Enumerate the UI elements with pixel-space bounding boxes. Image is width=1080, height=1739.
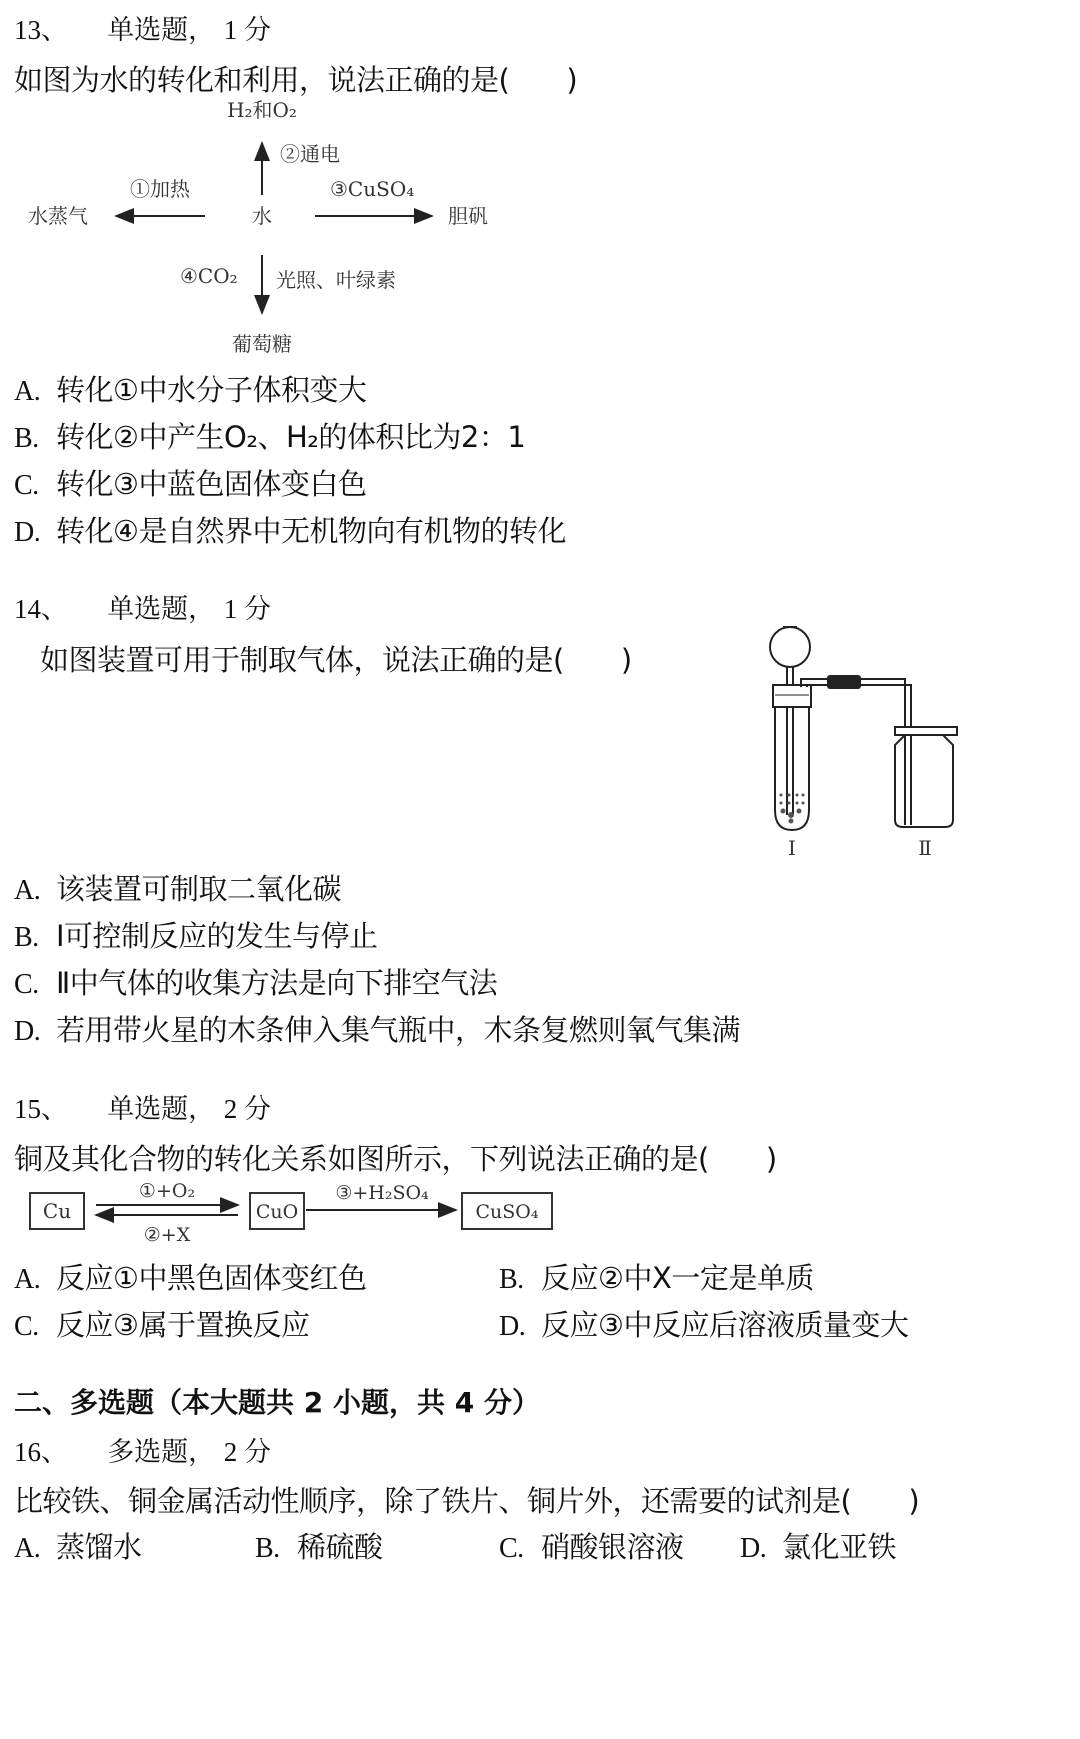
q13-option-a[interactable]: A. 转化①中水分子体积变大 — [14, 373, 367, 407]
q13-left-label: 水蒸气 — [28, 204, 88, 228]
q15-type: 单选题， — [107, 1094, 216, 1125]
q16-number: 16、 — [14, 1437, 68, 1467]
label-r2: ②+X — [143, 1224, 191, 1246]
q14-apparatus — [745, 615, 970, 870]
q13-option-d[interactable]: D. 转化④是自然界中无机物向有机物的转化 — [14, 514, 566, 548]
label-r1: ①+O₂ — [138, 1180, 196, 1202]
q16-stem: 比较铁、铜金属活动性顺序，除了铁片、铜片外，还需要的试剂是( ) — [14, 1484, 920, 1518]
q15-number: 15、 — [14, 1094, 68, 1124]
q15-option-d[interactable]: D. 反应③中反应后溶液质量变大 — [499, 1308, 909, 1342]
q16-type: 多选题， — [107, 1437, 216, 1468]
q15-diagram — [0, 1175, 580, 1255]
q14-option-a[interactable]: A. 该装置可制取二氧化碳 — [14, 872, 342, 906]
delivery-tube — [801, 679, 905, 825]
q16-option-a[interactable]: A. 蒸馏水 — [14, 1530, 142, 1564]
q13-step3: ③CuSO₄ — [330, 177, 415, 201]
q16-option-d[interactable]: D. 氯化亚铁 — [740, 1530, 897, 1564]
q13-number: 13、 — [14, 15, 68, 45]
q14-option-d[interactable]: D. 若用带火星的木条伸入集气瓶中，木条复燃则氧气集满 — [14, 1013, 741, 1047]
q13-option-b[interactable]: B. 转化②中产生O₂、H₂的体积比为2：1 — [14, 420, 526, 454]
q13-score: 1 分 — [223, 15, 272, 45]
q14-score: 1 分 — [223, 594, 272, 624]
q15-option-b[interactable]: B. 反应②中X一定是单质 — [499, 1261, 814, 1295]
q13-right-label: 胆矾 — [448, 204, 488, 228]
q14-stem: 如图装置可用于制取气体，说法正确的是( ) — [40, 643, 632, 677]
q14-header — [14, 587, 271, 626]
q15-stem: 铜及其化合物的转化关系如图所示，下列说法正确的是( ) — [14, 1142, 777, 1176]
svg-text:CuO: CuO — [255, 1201, 299, 1223]
svg-text:Cu: Cu — [42, 1199, 72, 1223]
label-II: Ⅱ — [918, 836, 932, 860]
q13-diagram — [0, 95, 560, 365]
q16-option-b[interactable]: B. 稀硫酸 — [255, 1530, 383, 1564]
q13-center-label: 水 — [252, 204, 272, 228]
glass-plate — [895, 727, 957, 735]
q14-option-b[interactable]: B. Ⅰ可控制反应的发生与停止 — [14, 919, 378, 953]
q14-type: 单选题， — [107, 594, 216, 625]
q16-score: 2 分 — [223, 1437, 272, 1467]
q13-step4a: ④CO₂ — [180, 264, 238, 288]
q15-score: 2 分 — [223, 1094, 272, 1124]
q16-option-c[interactable]: C. 硝酸银溶液 — [499, 1530, 684, 1564]
q13-step4b: 光照、叶绿素 — [276, 268, 396, 292]
q14-option-c[interactable]: C. Ⅱ中气体的收集方法是向下排空气法 — [14, 966, 498, 1000]
label-r3: ③+H₂SO₄ — [335, 1182, 429, 1204]
svg-text:CuSO₄: CuSO₄ — [475, 1201, 539, 1223]
funnel-bulb — [770, 627, 810, 667]
q13-header — [14, 8, 271, 47]
q13-option-c[interactable]: C. 转化③中蓝色固体变白色 — [14, 467, 367, 501]
q13-bottom-label: 葡萄糖 — [232, 332, 292, 356]
q15-option-c[interactable]: C. 反应③属于置换反应 — [14, 1308, 310, 1342]
q13-top-label: H₂和O₂ — [227, 98, 297, 122]
label-I: Ⅰ — [788, 836, 796, 860]
section-2-title: 二、多选题（本大题共 2 小题，共 4 分） — [14, 1386, 540, 1419]
q15-header — [14, 1087, 271, 1126]
q13-stem: 如图为水的转化和利用，说法正确的是( ) — [14, 63, 578, 97]
q13-step1: ①加热 — [130, 177, 190, 201]
rubber-connector — [827, 675, 861, 689]
q16-header — [14, 1430, 271, 1469]
q13-type: 单选题， — [107, 15, 216, 46]
q15-option-a[interactable]: A. 反应①中黑色固体变红色 — [14, 1261, 367, 1295]
gas-bottle — [895, 735, 953, 827]
stopper — [773, 685, 811, 707]
q14-number: 14、 — [14, 594, 68, 624]
q13-step2: ②通电 — [280, 142, 340, 166]
